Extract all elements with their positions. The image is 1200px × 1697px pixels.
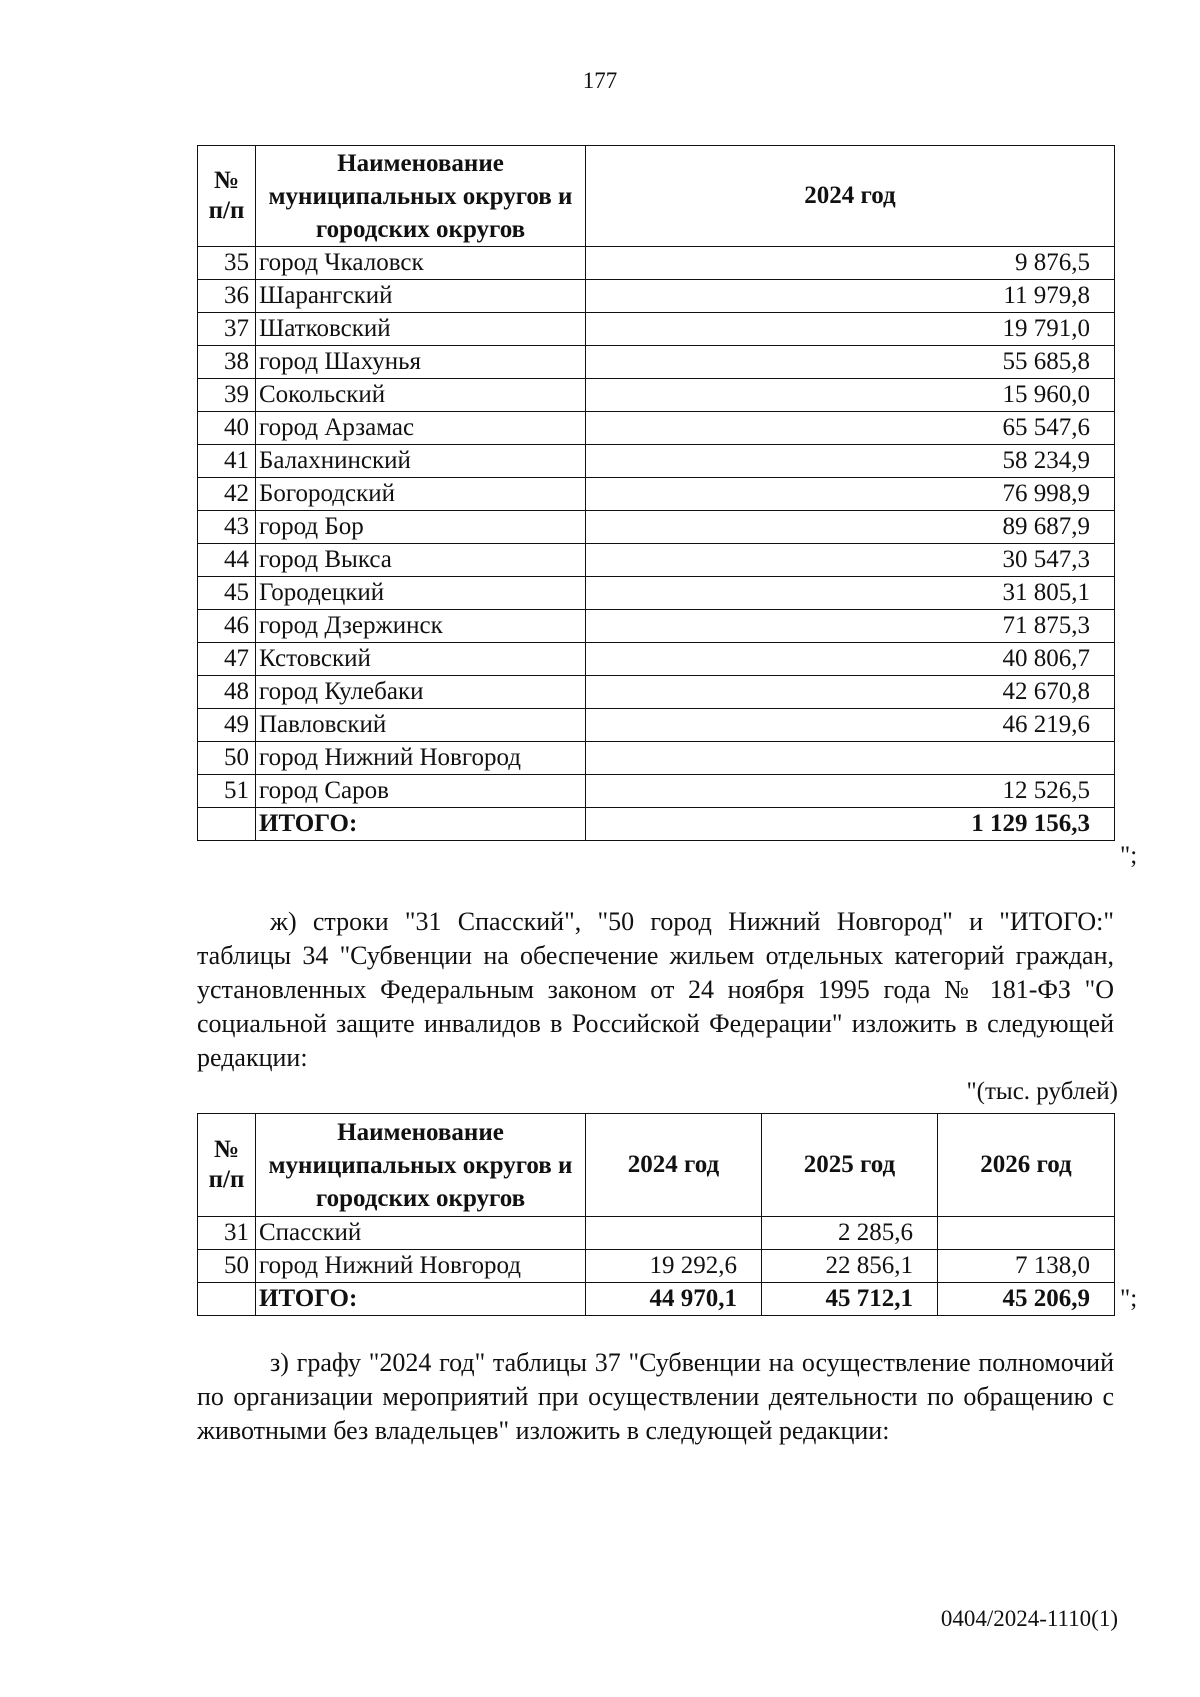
district-name: город Бор — [256, 511, 586, 544]
row-number: 50 — [198, 1250, 256, 1283]
district-name: Шатковский — [256, 313, 586, 346]
table-row — [198, 412, 1115, 445]
value-2024: 65 547,6 — [586, 412, 1115, 445]
header-num: № п/п — [198, 146, 256, 247]
row-number: 46 — [198, 610, 256, 643]
header-2024: 2024 год — [586, 146, 1115, 247]
value-2024: 9 876,5 — [586, 247, 1115, 280]
row-number: 41 — [198, 445, 256, 478]
table-row — [198, 313, 1115, 346]
district-name: Спасский — [256, 1217, 586, 1250]
value-2024: 30 547,3 — [586, 544, 1115, 577]
value-2024 — [586, 1217, 762, 1250]
total-2026: 45 206,9 — [938, 1283, 1115, 1316]
table-1-total-row — [198, 808, 1115, 841]
paragraph-zh-text: ж) строки "31 Спасский", "50 город Нижний Новгород" и "ИТОГО:" таблицы 34 "Субвенции на обеспечение жильем отдельных категорий граждан, установленных Федеральным законом от 24 ноября 1995 года № 181-ФЗ "О социальной защите инвалидов в Российской Федерации" изложить в следующей редакции: — [197, 907, 1114, 1072]
table-row — [198, 379, 1115, 412]
header-name: Наименование муниципальных округов и городских округов — [256, 1114, 586, 1217]
table-row — [198, 1217, 1115, 1250]
table-2-closing-quote: "; — [1120, 1285, 1138, 1312]
paragraph-z — [197, 1346, 1114, 1448]
value-2024: 55 685,8 — [586, 346, 1115, 379]
value-2026: 7 138,0 — [938, 1250, 1115, 1283]
table-row — [198, 346, 1115, 379]
value-2026 — [938, 1217, 1115, 1250]
table-row — [198, 511, 1115, 544]
district-name: город Шахунья — [256, 346, 586, 379]
district-name: город Нижний Новгород — [256, 742, 586, 775]
value-2024: 46 219,6 — [586, 709, 1115, 742]
district-name: город Арзамас — [256, 412, 586, 445]
table-row — [198, 445, 1115, 478]
district-name: Богородский — [256, 478, 586, 511]
table-row — [198, 1250, 1115, 1283]
row-number: 35 — [198, 247, 256, 280]
total-label: ИТОГО: — [256, 808, 586, 841]
district-name: город Нижний Новгород — [256, 1250, 586, 1283]
table-row — [198, 643, 1115, 676]
document-id: 0404/2024-1110(1) — [940, 1606, 1118, 1631]
table-row — [198, 247, 1115, 280]
district-name: город Дзержинск — [256, 610, 586, 643]
value-2024: 42 670,8 — [586, 676, 1115, 709]
table-row — [198, 775, 1115, 808]
district-name: Балахнинский — [256, 445, 586, 478]
units-label: "(тыс. рублей) — [966, 1078, 1118, 1105]
header-2024: 2024 год — [586, 1114, 762, 1217]
row-number: 45 — [198, 577, 256, 610]
table-1 — [197, 145, 1115, 841]
table-1-closing-quote: "; — [1120, 842, 1138, 869]
row-number: 38 — [198, 346, 256, 379]
row-number: 44 — [198, 544, 256, 577]
table-row — [198, 676, 1115, 709]
value-2024: 11 979,8 — [586, 280, 1115, 313]
table-row — [198, 544, 1115, 577]
table-row — [198, 577, 1115, 610]
value-2024 — [586, 742, 1115, 775]
paragraph-zh — [197, 905, 1114, 1075]
district-name: Павловский — [256, 709, 586, 742]
value-2024: 15 960,0 — [586, 379, 1115, 412]
district-name: город Чкаловск — [256, 247, 586, 280]
value-2024: 58 234,9 — [586, 445, 1115, 478]
total-2024: 44 970,1 — [586, 1283, 762, 1316]
value-2024: 31 805,1 — [586, 577, 1115, 610]
value-2025: 2 285,6 — [762, 1217, 938, 1250]
value-2024: 40 806,7 — [586, 643, 1115, 676]
district-name: Шарангский — [256, 280, 586, 313]
district-name: Городецкий — [256, 577, 586, 610]
table-row — [198, 478, 1115, 511]
row-number: 37 — [198, 313, 256, 346]
value-2024: 19 791,0 — [586, 313, 1115, 346]
district-name: город Кулебаки — [256, 676, 586, 709]
district-name: Сокольский — [256, 379, 586, 412]
table-row — [198, 742, 1115, 775]
row-number: 31 — [198, 1217, 256, 1250]
district-name: город Саров — [256, 775, 586, 808]
value-2024: 71 875,3 — [586, 610, 1115, 643]
row-number: 51 — [198, 775, 256, 808]
table-row — [198, 709, 1115, 742]
value-2025: 22 856,1 — [762, 1250, 938, 1283]
table-row — [198, 610, 1115, 643]
table-row — [198, 280, 1115, 313]
header-2025: 2025 год — [762, 1114, 938, 1217]
paragraph-z-text: з) графу "2024 год" таблицы 37 "Субвенции на осуществление полномочий по организации мероприятий при осуществлении деятельности по обращению с животными без владельцев" изложить в следующей редакции: — [197, 1348, 1114, 1445]
row-number: 39 — [198, 379, 256, 412]
row-number: 43 — [198, 511, 256, 544]
row-number: 49 — [198, 709, 256, 742]
row-number: 48 — [198, 676, 256, 709]
row-number: 50 — [198, 742, 256, 775]
page-number: 177 — [582, 68, 618, 93]
total-num-cell — [198, 808, 256, 841]
value-2024: 12 526,5 — [586, 775, 1115, 808]
header-num: № п/п — [198, 1114, 256, 1217]
row-number: 40 — [198, 412, 256, 445]
total-label: ИТОГО: — [256, 1283, 586, 1316]
total-value: 1 129 156,3 — [586, 808, 1115, 841]
header-name: Наименование муниципальных округов и городских округов — [256, 146, 586, 247]
header-2026: 2026 год — [938, 1114, 1115, 1217]
value-2024: 19 292,6 — [586, 1250, 762, 1283]
total-2025: 45 712,1 — [762, 1283, 938, 1316]
table-2-total-row — [198, 1283, 1115, 1316]
row-number: 42 — [198, 478, 256, 511]
table-2 — [197, 1113, 1115, 1316]
value-2024: 89 687,9 — [586, 511, 1115, 544]
district-name: город Выкса — [256, 544, 586, 577]
row-number: 47 — [198, 643, 256, 676]
total-num-cell — [198, 1283, 256, 1316]
value-2024: 76 998,9 — [586, 478, 1115, 511]
district-name: Кстовский — [256, 643, 586, 676]
row-number: 36 — [198, 280, 256, 313]
